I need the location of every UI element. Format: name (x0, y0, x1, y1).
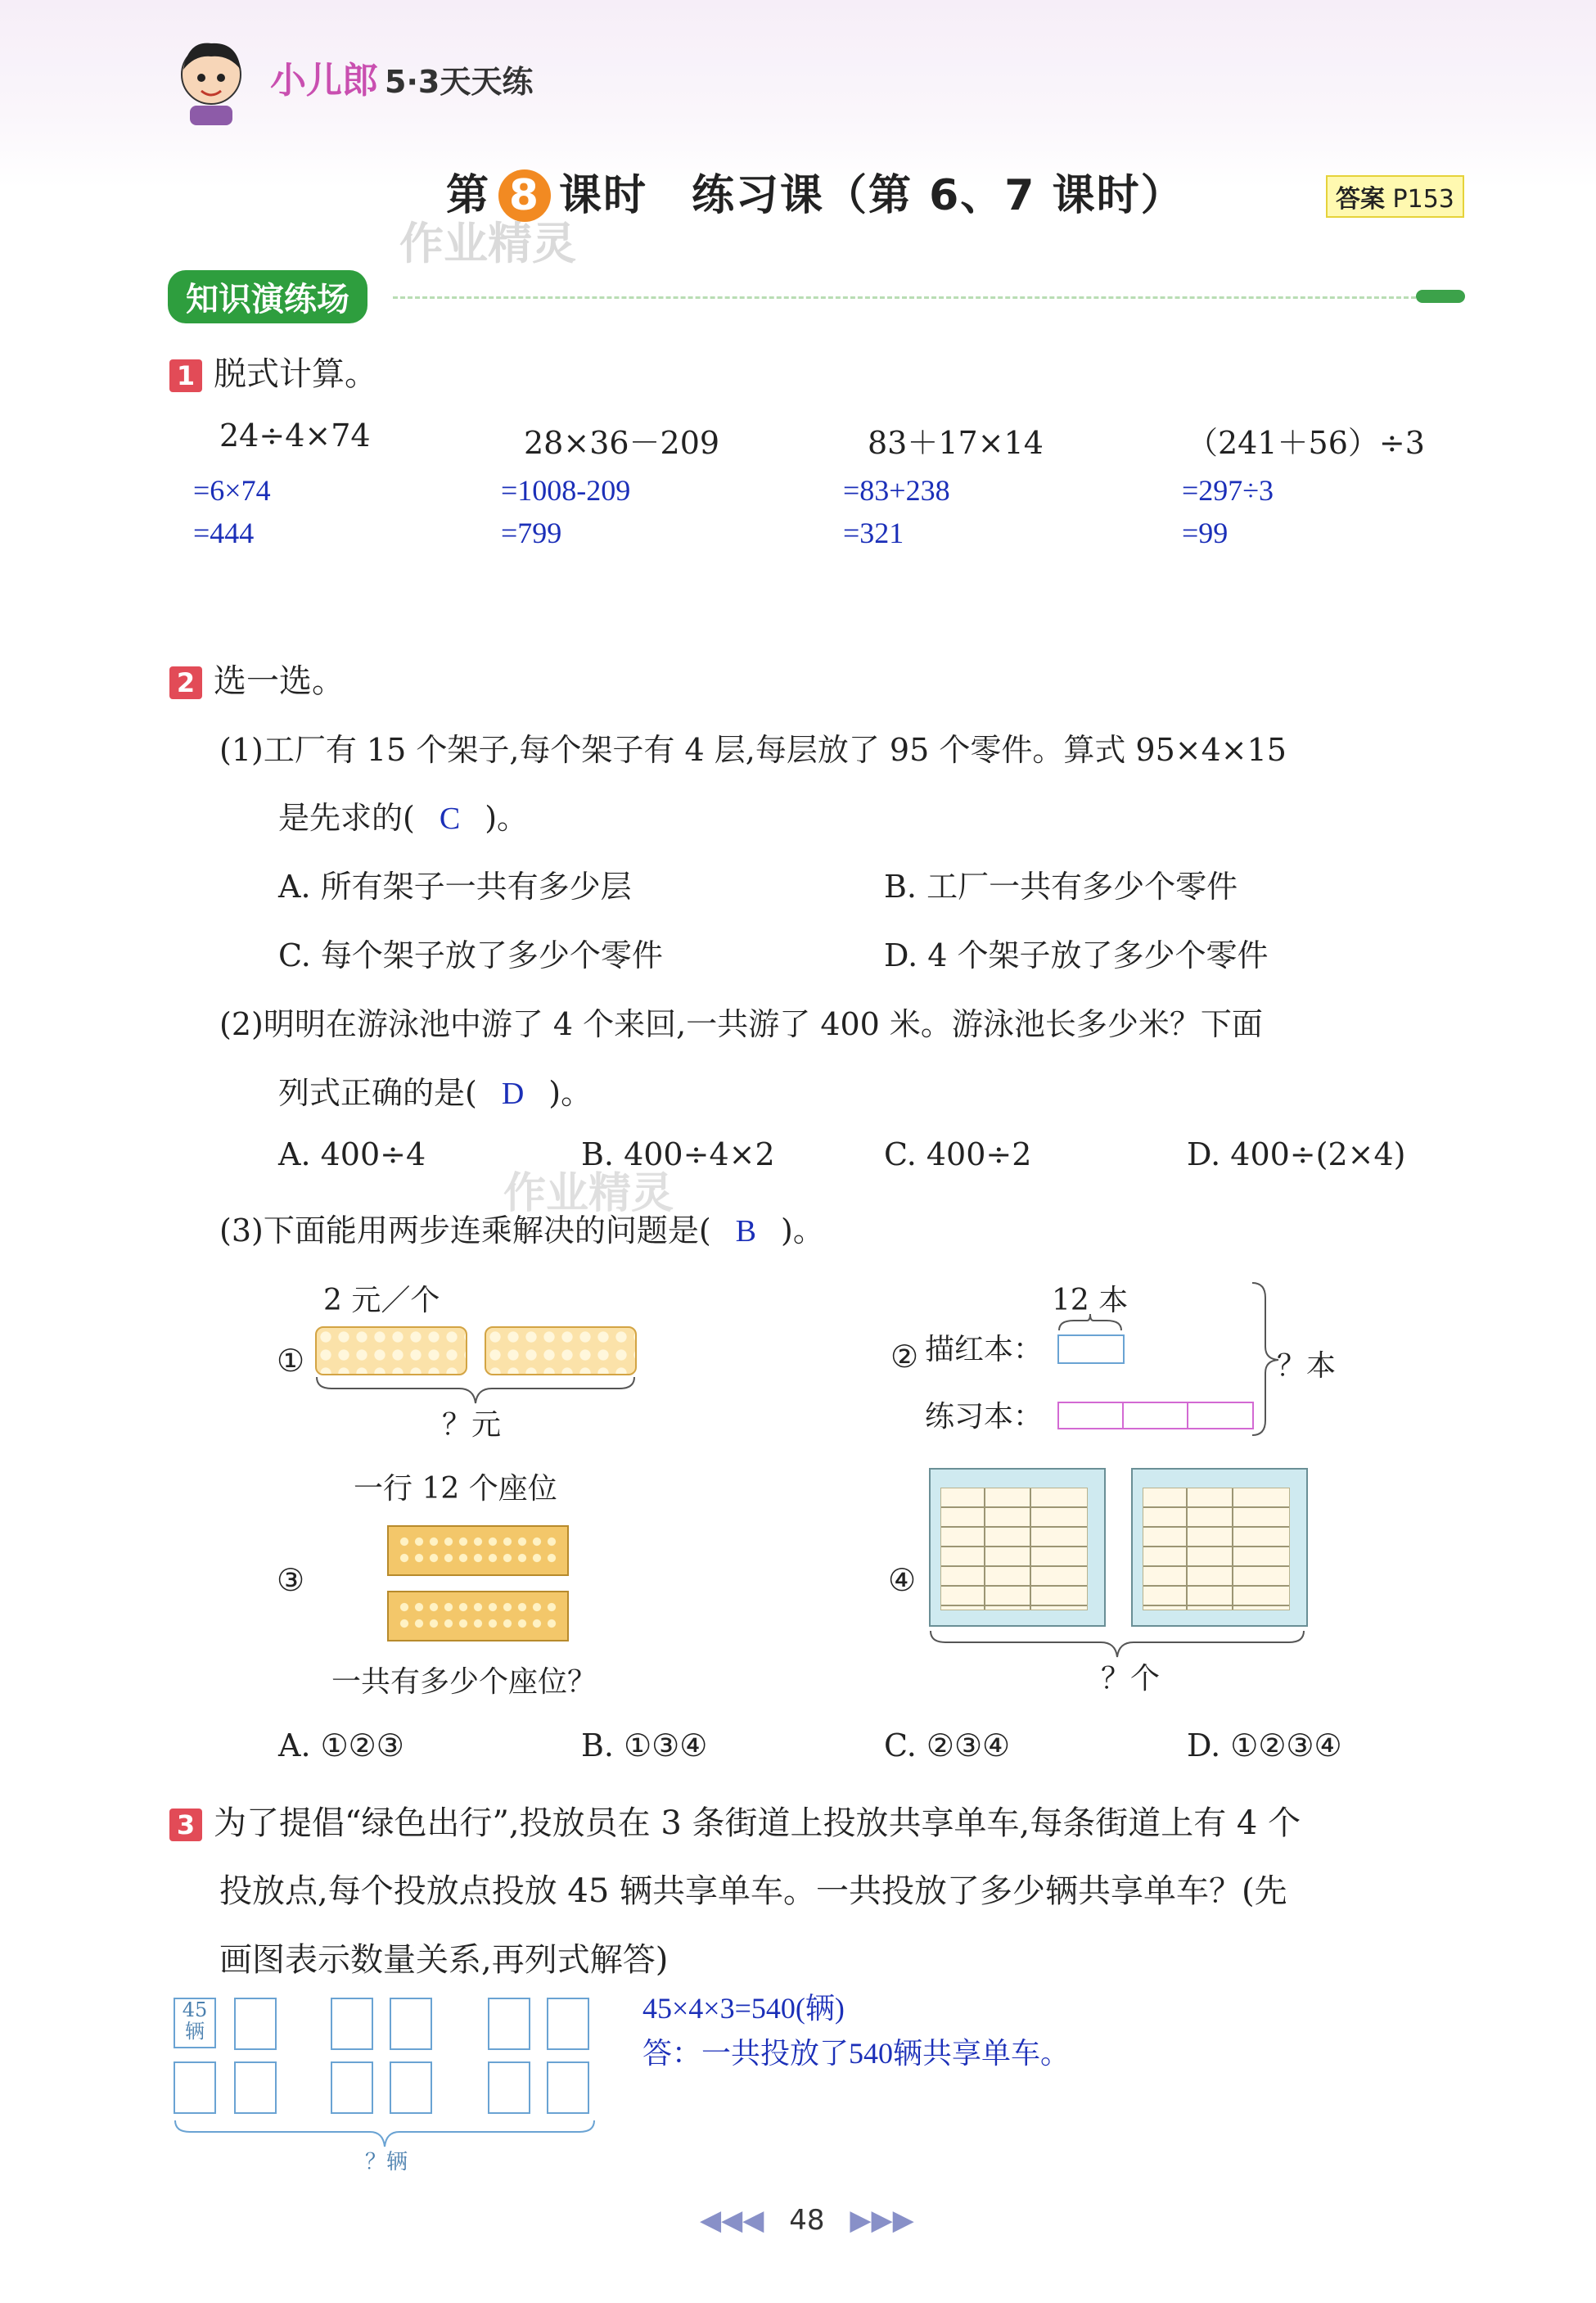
seat-block-1 (387, 1525, 569, 1576)
q1-step-3a: =83+238 (843, 474, 950, 507)
q3-box (234, 2061, 277, 2114)
brand (270, 51, 533, 103)
q1-step-2b: =799 (501, 517, 562, 549)
q3-box (488, 2061, 530, 2114)
watermark-2: 作业精灵 (503, 1169, 674, 1218)
brand-text: 5·3天天练 (385, 64, 534, 100)
fig2-total: ？本 (1277, 1349, 1337, 1383)
q2-p1-optA: A. 所有架子一共有多少层 (278, 869, 632, 905)
fig4-number: ④ (888, 1562, 917, 1598)
q2-p2-optC: C. 400÷2 (884, 1136, 1032, 1172)
q1-step-1a: =6×74 (193, 474, 271, 507)
fig3-bottom: 一共有多少个座位？ (331, 1665, 597, 1699)
fig2-label2: 练习本： (925, 1400, 1044, 1434)
q1-heading: 1 脱式计算。 (169, 348, 377, 395)
fig1-total: ？元 (442, 1408, 502, 1442)
q3-box (488, 1998, 530, 2050)
q2-p3-line1: (3)下面能用两步连乘解决的问题是( B )。 (219, 1212, 824, 1249)
page-number: 48 (789, 2204, 825, 2237)
mascot-avatar (172, 37, 250, 127)
fig2-label1: 描红本： (925, 1333, 1044, 1366)
q2-p2-answer: D (501, 1077, 525, 1111)
q2-p1-optD: D. 4 个架子放了多少个零件 (884, 937, 1269, 973)
q2-p3-optB: B. ①③④ (581, 1727, 708, 1763)
section-divider (393, 296, 1416, 299)
q3-box (390, 1998, 432, 2050)
q2-p2-line2: 列式正确的是( D )。 (278, 1075, 593, 1111)
q3-line1: 3 为了提倡“绿色出行”,投放员在 3 条街道上投放共享单车,每条街道上有 4 个 (169, 1797, 1301, 1844)
q3-line3: 画图表示数量关系,再列式解答) (219, 1941, 669, 1979)
section-label: 知识演练场 (168, 270, 367, 323)
q2-p3-optA: A. ①②③ (278, 1727, 404, 1763)
answer-key-tag[interactable]: 答案 P153 (1326, 175, 1464, 218)
q3-box (390, 2061, 432, 2114)
q2-p1-line2: 是先求的( C )。 (278, 800, 529, 836)
fig4-total: ？个 (1101, 1662, 1161, 1696)
fig2-top: 12 本 (1052, 1284, 1129, 1317)
fig1-price: 2 元／个 (323, 1284, 440, 1317)
q2-p2-optA: A. 400÷4 (278, 1136, 426, 1172)
fig1-number: ① (277, 1343, 305, 1379)
watermark: 作业精灵 (399, 218, 576, 269)
q1-step-1b: =444 (193, 517, 255, 549)
fig2-top-brace (1057, 1314, 1123, 1332)
q2-p2-optD: D. 400÷(2×4) (1187, 1136, 1406, 1172)
q1-step-3b: =321 (843, 517, 904, 549)
q3-box (547, 2061, 589, 2114)
page-footer (700, 2204, 914, 2237)
prev-arrows-icon: ◀◀◀ (700, 2204, 764, 2237)
fig2-bar2 (1057, 1402, 1254, 1429)
egg-tray-2 (485, 1326, 637, 1375)
q2-p3-optD: D. ①②③④ (1187, 1727, 1342, 1763)
q1-expr-2: 28×36－209 (524, 425, 720, 461)
q3-box (547, 1998, 589, 2050)
q2-p1-answer: C (439, 802, 461, 836)
q1-step-4a: =297÷3 (1182, 474, 1274, 507)
q1-expr-3: 83＋17×14 (868, 425, 1044, 461)
page-title: 第 8 课时 练习课（第 6、7 课时） (446, 171, 1185, 220)
q2-p1-line1: (1)工厂有 15 个架子,每个架子有 4 层,每层放了 95 个零件。算式 95×4×15 (219, 732, 1287, 768)
q3-box (331, 1998, 373, 2050)
q3-box (234, 1998, 277, 2050)
q2-p2-optB: B. 400÷4×2 (581, 1136, 775, 1172)
q3-line2: 投放点,每个投放点投放 45 辆共享单车。一共投放了多少辆共享单车？(先 (219, 1872, 1287, 1910)
q2-p3-optC: C. ②③④ (884, 1727, 1011, 1763)
cabinet-2 (1131, 1468, 1308, 1627)
q1-expr-4: （241＋56）÷3 (1187, 425, 1425, 461)
q3-diagram-total: ？辆 (365, 2150, 408, 2174)
cabinet-1 (929, 1468, 1106, 1627)
q1-expr-1: 24÷4×74 (219, 418, 371, 454)
q2-heading: 2 选一选。 (169, 655, 345, 702)
fig2-bar1 (1057, 1334, 1125, 1364)
q1-step-4b: =99 (1182, 517, 1229, 549)
lesson-number-badge: 8 (498, 169, 551, 222)
egg-tray-1 (315, 1326, 467, 1375)
fig2-number: ② (890, 1339, 919, 1375)
q3-label-box: 45 辆 (174, 1998, 216, 2048)
fig3-number: ③ (277, 1562, 305, 1598)
q2-p1-optB: B. 工厂一共有多少个零件 (884, 869, 1238, 905)
q2-p2-line1: (2)明明在游泳池中游了 4 个来回,一共游了 400 米。游泳池长多少米？下面 (219, 1006, 1263, 1042)
q3-box (174, 2061, 216, 2114)
q2-p1-optC: C. 每个架子放了多少个零件 (278, 937, 663, 973)
brand-logo: 小儿郎 (270, 60, 378, 102)
q1-step-2a: =1008-209 (501, 474, 631, 507)
q3-answer-expr: 45×4×3=540(辆) (642, 1992, 845, 2025)
pencil-icon (1416, 290, 1465, 303)
fig3-top: 一行 12 个座位 (354, 1472, 557, 1506)
q2-p3-answer: B (735, 1214, 757, 1249)
seat-block-2 (387, 1591, 569, 1641)
q3-box (331, 2061, 373, 2114)
q3-answer-text: 答：一共投放了540辆共享单车。 (642, 2037, 1071, 2070)
next-arrows-icon: ▶▶▶ (850, 2204, 914, 2237)
